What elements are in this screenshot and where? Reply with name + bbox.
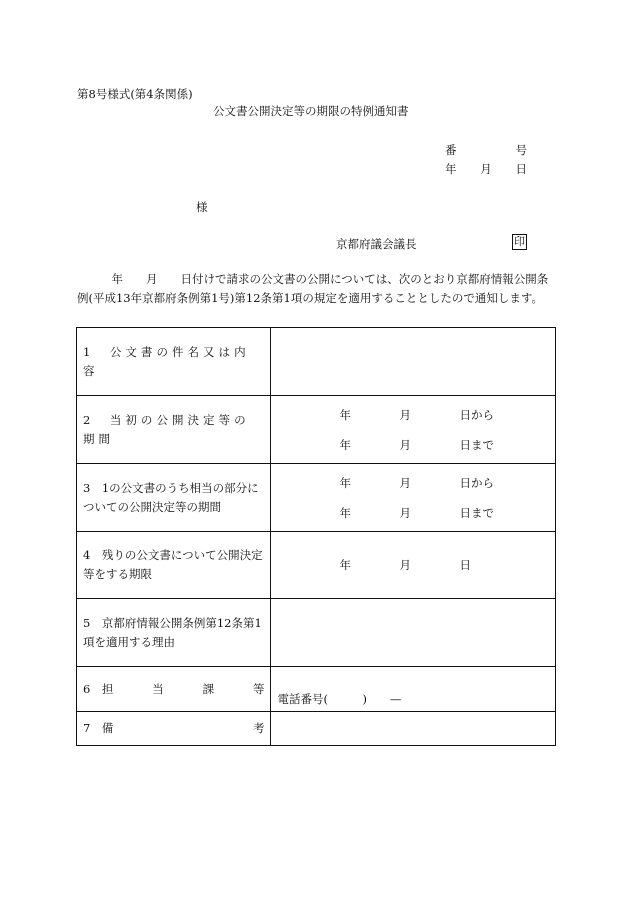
row-value-initial-period[interactable] [271,396,556,464]
row-value-deadline[interactable] [271,532,556,599]
document-date [445,161,527,177]
row-label-remarks: 7 備 考 [77,712,271,746]
table-row [77,667,556,712]
period-from: 年 月 日から [339,407,494,422]
period-until: 年 月 日まで [339,437,494,452]
row-label-partial-period: 3 1の公文書のうち相当の部分についての公開決定等の期間 [77,464,271,532]
table-row [77,396,556,464]
number-suffix: 号 [515,143,527,157]
sender-name: 京都府議会議長 [336,237,417,251]
notice-body [77,270,557,308]
addressee: 様 [196,200,208,214]
row-value-remarks[interactable] [271,712,556,746]
date-day: 日 [515,162,527,176]
table-row [77,464,556,532]
deadline-date: 年 月 日 [339,558,471,572]
row-value-reason[interactable] [271,599,556,667]
row-label-contact: 6 担 当 課 等 [77,667,271,712]
row-value-contact[interactable] [271,667,556,712]
row-label-deadline: 4 残りの公文書について公開決定等をする期限 [77,532,271,599]
number-label: 番 [445,143,457,157]
row-label-reason: 5 京都府情報公開条例第12条第1項を適用する理由 [77,599,271,667]
notice-table [76,327,556,746]
table-row [77,599,556,667]
form-number: 第8号様式(第4条関係) [77,87,193,101]
table-row [77,532,556,599]
row-label-subject: 1 公文書の件名又は内容 [77,328,271,396]
date-month: 月 [480,162,492,176]
notice-text: 年 月 日付けで請求の公文書の公開については、次のとおり京都府情報公開条例(平成13年京都府条例第1号)第12条第1項の規定を適用することとしたので通知します。 [77,272,549,305]
document-title: 公文書公開決定等の期限の特例通知書 [213,104,409,118]
row-value-partial-period[interactable] [271,464,556,532]
row-label-initial-period: 2 当初の公開決定等の期間 [77,396,271,464]
period-until: 年 月 日まで [339,505,494,520]
table-row [77,328,556,396]
seal-mark: 印 [514,235,525,248]
row-value-subject[interactable] [271,328,556,396]
table-row [77,712,556,746]
phone-number: 電話番号( ) — [277,692,402,706]
date-year: 年 [445,162,457,176]
period-from: 年 月 日から [339,475,494,490]
document-number [445,142,527,158]
